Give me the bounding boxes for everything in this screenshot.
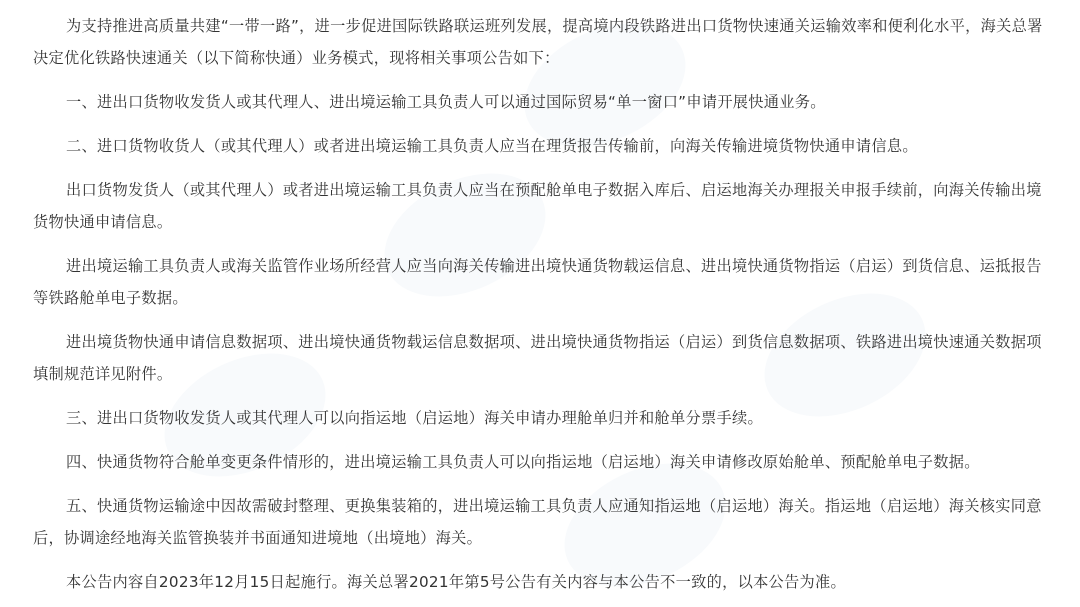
notice-body: [33, 10, 1053, 598]
notice-paragraph-manifest-data: 进出境运输工具负责人或海关监管作业场所经营人应当向海关传输进出境快通货物载运信息、进出境快通货物指运（启运）到货信息、运抵报告等铁路舱单电子数据。: [33, 257, 1042, 307]
notice-paragraph-item-4: 四、快通货物符合舱单变更条件情形的，进出境运输工具负责人可以向指运地（启运地）海关申请修改原始舱单、预配舱单电子数据。: [66, 453, 980, 471]
notice-paragraph-item-3: 三、进出口货物收发货人或其代理人可以向指运地（启运地）海关申请办理舱单归并和舱单分票手续。: [66, 409, 763, 427]
notice-paragraph-intro: 为支持推进高质量共建“一带一路”，进一步促进国际铁路联运班列发展，提高境内段铁路进出口货物快速通关运输效率和便利化水平，海关总署决定优化铁路快速通关（以下简称快通）业务模式，现将相关事项公告如下：: [33, 17, 1043, 67]
notice-paragraph-data-spec: 进出境货物快通申请信息数据项、进出境快通货物载运信息数据项、进出境快通货物指运（启运）到货信息数据项、铁路进出境快速通关数据项填制规范详见附件。: [33, 333, 1042, 383]
notice-paragraph-item-5: 五、快通货物运输途中因故需破封整理、更换集装箱的，进出境运输工具负责人应通知指运地（启运地）海关。指运地（启运地）海关核实同意后，协调途经地海关监管换装并书面通知进境地（出境地）海关。: [33, 497, 1042, 547]
notice-paragraph-item-1: 一、进出口货物收发货人或其代理人、进出境运输工具负责人可以通过国际贸易“单一窗口”申请开展快通业务。: [66, 93, 826, 111]
notice-paragraph-effective-date: 本公告内容自2023年12月15日起施行。海关总署2021年第5号公告有关内容与本公告不一致的，以本公告为准。: [66, 573, 846, 591]
notice-paragraph-item-2: 二、进口货物收货人（或其代理人）或者进出境运输工具负责人应当在理货报告传输前，向海关传输进境货物快通申请信息。: [66, 137, 918, 155]
notice-paragraph-export-application: 出口货物发货人（或其代理人）或者进出境运输工具负责人应当在预配舱单电子数据入库后、启运地海关办理报关申报手续前，向海关传输出境货物快通申请信息。: [33, 181, 1042, 231]
